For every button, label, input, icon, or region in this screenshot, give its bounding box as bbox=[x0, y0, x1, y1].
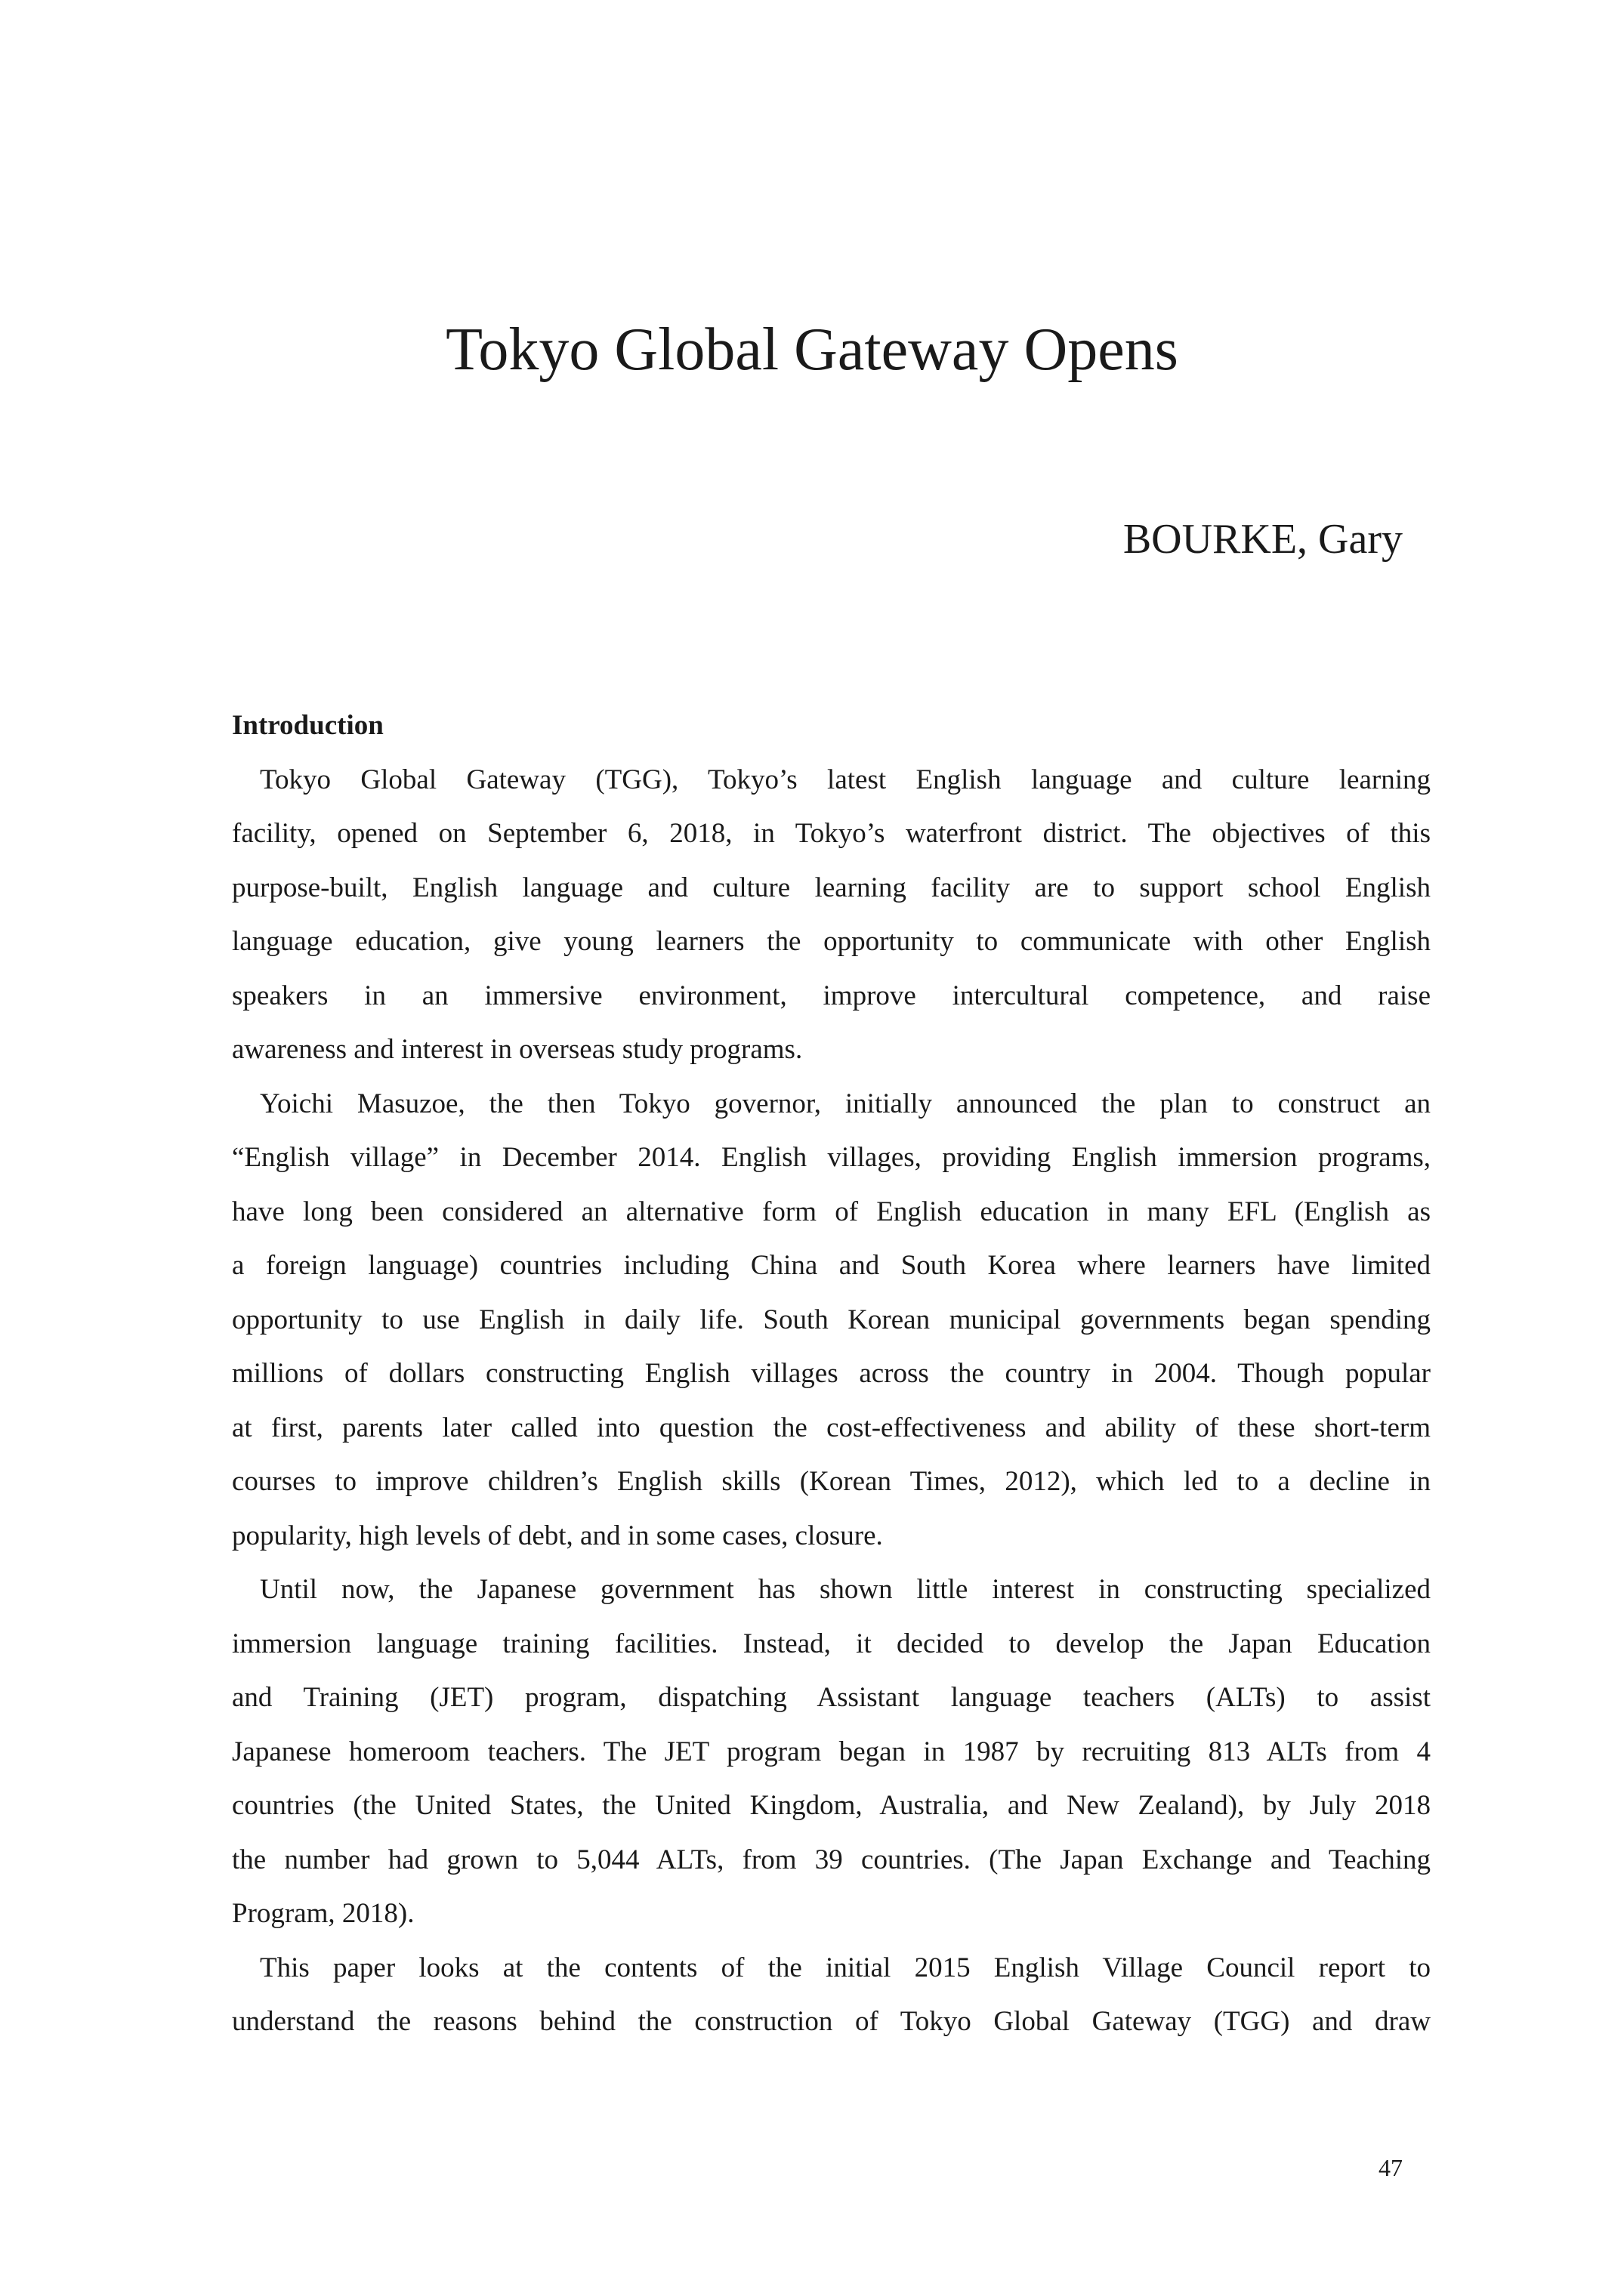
page-title: Tokyo Global Gateway Opens bbox=[446, 316, 1178, 383]
text-line: millions of dollars constructing English villages across the country in 2004. Though popular bbox=[232, 1358, 1431, 1389]
text-line: Japanese homeroom teachers. The JET program began in 1987 by recruiting 813 ALTs from 4 bbox=[232, 1736, 1431, 1767]
section-heading: Introduction bbox=[232, 710, 384, 741]
text-line: Until now, the Japanese government has shown little interest in constructing specialized bbox=[260, 1574, 1431, 1605]
text-line: popularity, high levels of debt, and in some cases, closure. bbox=[232, 1520, 883, 1551]
text-line: facility, opened on September 6, 2018, in Tokyo’s waterfront district. The objectives of this bbox=[232, 818, 1431, 849]
text-line: understand the reasons behind the construction of Tokyo Global Gateway (TGG) and draw bbox=[232, 2006, 1431, 2037]
text-line: Program, 2018). bbox=[232, 1898, 415, 1929]
text-line: Yoichi Masuzoe, the then Tokyo governor, initially announced the plan to construct an bbox=[260, 1088, 1431, 1119]
text-line: awareness and interest in overseas study programs. bbox=[232, 1034, 803, 1065]
article-body bbox=[232, 699, 1431, 2049]
text-line: “English village” in December 2014. English villages, providing English immersion programs, bbox=[232, 1142, 1431, 1173]
text-line: have long been considered an alternative form of English education in many EFL (English as bbox=[232, 1196, 1431, 1227]
text-line: courses to improve children’s English skills (Korean Times, 2012), which led to a decline in bbox=[232, 1466, 1431, 1497]
text-line: speakers in an immersive environment, improve intercultural competence, and raise bbox=[232, 980, 1431, 1011]
text-line: purpose-built, English language and culture learning facility are to support school English bbox=[232, 872, 1431, 903]
paragraph bbox=[232, 1563, 1431, 1941]
text-line: immersion language training facilities. Instead, it decided to develop the Japan Education bbox=[232, 1628, 1431, 1659]
text-line: countries (the United States, the United Kingdom, Australia, and New Zealand), by July 2018 bbox=[232, 1790, 1431, 1821]
paragraph bbox=[232, 1941, 1431, 2049]
paragraph bbox=[232, 753, 1431, 1077]
text-line: at first, parents later called into question the cost-effectiveness and ability of these short-term bbox=[232, 1412, 1431, 1443]
text-line: Tokyo Global Gateway (TGG), Tokyo’s latest English language and culture learning bbox=[260, 764, 1431, 795]
text-line: language education, give young learners the opportunity to communicate with other English bbox=[232, 926, 1431, 957]
text-line: opportunity to use English in daily life. South Korean municipal governments began spending bbox=[232, 1304, 1431, 1335]
text-line: a foreign language) countries including China and South Korea where learners have limited bbox=[232, 1250, 1431, 1281]
author-name: BOURKE, Gary bbox=[1122, 516, 1403, 563]
text-line: This paper looks at the contents of the initial 2015 English Village Council report to bbox=[260, 1952, 1431, 1983]
text-line: and Training (JET) program, dispatching Assistant language teachers (ALTs) to assist bbox=[232, 1682, 1431, 1713]
paragraph bbox=[232, 1077, 1431, 1563]
text-line: the number had grown to 5,044 ALTs, from 39 countries. (The Japan Exchange and Teaching bbox=[232, 1844, 1431, 1875]
page-number: 47 bbox=[1379, 2154, 1403, 2181]
